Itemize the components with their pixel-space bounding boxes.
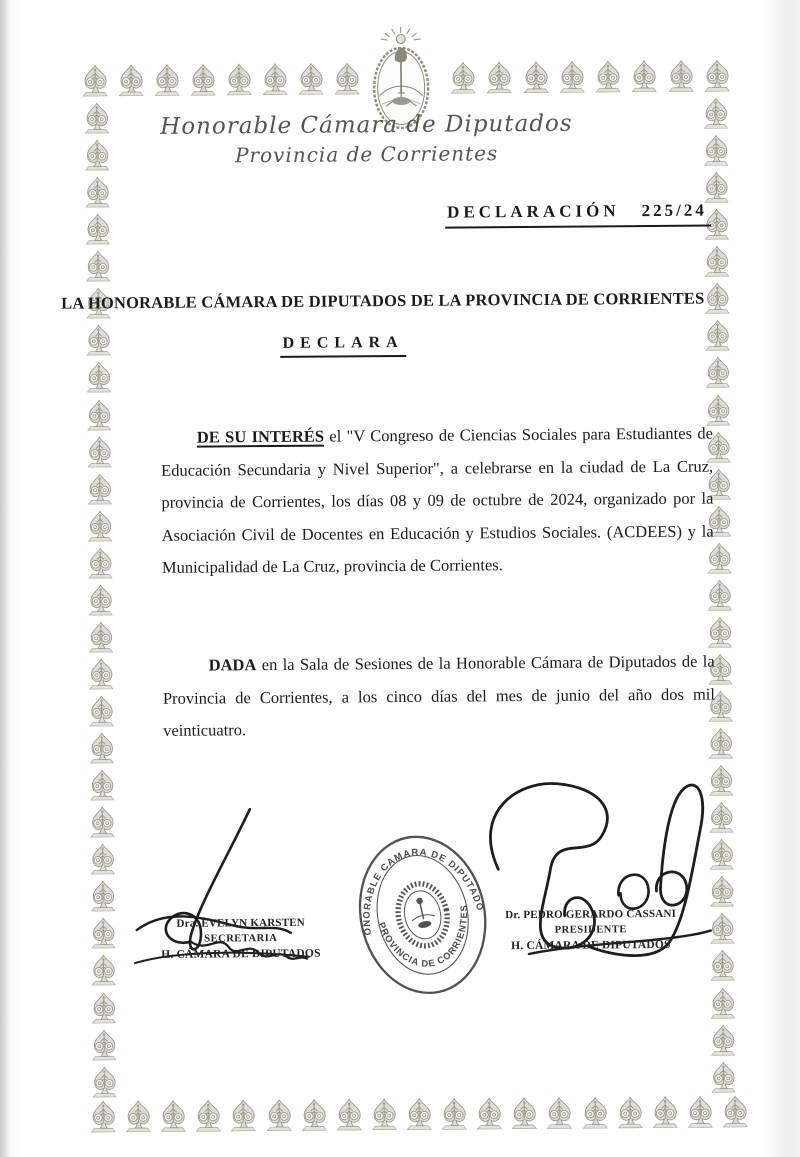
closing-paragraph	[163, 646, 716, 748]
border-ornament-icon	[557, 61, 587, 94]
border-ornament-icon	[87, 732, 116, 764]
border-ornament-icon	[229, 1099, 259, 1132]
declaration-value: 225/24	[641, 200, 707, 221]
border-ornament-icon	[369, 1098, 399, 1131]
border-ornament-icon	[544, 1097, 574, 1130]
closing-lead: DADA	[208, 655, 257, 675]
border-ornament-icon	[264, 1099, 294, 1132]
border-ornament-icon	[116, 64, 146, 97]
border-ornament-icon	[580, 1096, 610, 1129]
border-ornament-icon	[702, 172, 731, 204]
president-org: H. CÁMARA DE DIPUTADOS	[511, 938, 671, 953]
border-ornament-icon	[509, 1097, 539, 1130]
border-ornament-icon	[484, 61, 514, 94]
border-ornament-icon	[86, 547, 115, 579]
border-ornament-icon	[90, 1066, 119, 1098]
secretary-org: H. CÁMARA DE DIPUTADOS	[161, 947, 321, 961]
border-ornament-icon	[685, 1096, 715, 1129]
border-ornament-icon	[86, 584, 115, 616]
border-ornament-icon	[85, 473, 114, 505]
border-ornament-icon	[88, 843, 117, 875]
president-name: Dr. PEDRO GERARDO CASSANI	[505, 907, 677, 922]
ornament-border-top-right	[448, 59, 732, 94]
border-ornament-icon	[85, 399, 114, 431]
border-ornament-icon	[705, 616, 734, 648]
border-ornament-icon	[89, 918, 118, 950]
border-ornament-icon	[88, 1100, 118, 1133]
header-province: Provincia de Corrientes	[234, 141, 499, 168]
border-ornament-icon	[615, 1096, 645, 1129]
border-ornament-icon	[332, 62, 362, 95]
body-text: el "V Congreso de Ciencias Sociales para Estudiantes de Educación Secundaria y Nivel Superior", a celebrarse en la ciudad de La Cruz, provincia de Corrientes, los días 08 y 09 de octubre de 2024, organizado por la Asociación Civil de Docentes en Educación y Estudios Sociales. (ACDEES) y la Municipalidad de La Cruz, provincia de Corrientes.	[161, 423, 714, 577]
border-ornament-icon	[83, 250, 112, 282]
border-ornament-icon	[86, 621, 115, 653]
border-ornament-icon	[629, 60, 659, 93]
body-lead: DE SU INTERÉS	[196, 426, 325, 447]
border-ornament-icon	[720, 1095, 750, 1128]
border-ornament-icon	[296, 63, 326, 96]
declara-heading: DECLARA	[281, 334, 406, 358]
border-ornament-icon	[299, 1099, 329, 1132]
border-ornament-icon	[89, 955, 118, 987]
border-ornament-icon	[708, 987, 737, 1019]
president-role: PRESIDENTE	[554, 924, 627, 936]
body-paragraph	[161, 418, 714, 585]
border-ornament-icon	[85, 436, 114, 468]
border-ornament-icon	[193, 1099, 223, 1132]
border-ornament-icon	[709, 1061, 738, 1093]
president-signature-block	[491, 907, 691, 955]
border-ornament-icon	[702, 246, 731, 278]
border-ornament-icon	[474, 1097, 504, 1130]
border-ornament-icon	[404, 1098, 434, 1131]
border-ornament-icon	[85, 510, 114, 542]
border-ornament-icon	[521, 61, 551, 94]
secretary-signature-block	[141, 915, 341, 963]
closing-text: en la Sala de Sesiones de la Honorable Cámara de Diputados de la Provincia de Corrientes, a los cinco días del mes de junio del año dos mil veinticuatro.	[162, 651, 715, 740]
ornament-border-bottom	[88, 1095, 750, 1133]
border-ornament-icon	[83, 213, 112, 245]
border-ornament-icon	[650, 1096, 680, 1129]
document-title: LA HONORABLE CÁMARA DE DIPUTADOS DE LA PROVINCIA DE CORRIENTES	[61, 288, 705, 313]
seal-top-text: HONORABLE CAMARA DE DIPUTADOS	[333, 836, 487, 937]
declara-heading-wrap	[0, 332, 688, 360]
secretary-name: Dra. EVELYN KARSTEN	[176, 916, 305, 930]
ornament-border-top-left	[80, 62, 362, 97]
ornament-border-left	[82, 102, 120, 1098]
border-ornament-icon	[448, 61, 478, 94]
border-ornament-icon	[709, 1024, 738, 1056]
border-ornament-icon	[90, 1029, 119, 1061]
seal-bottom-text: PROVINCIA DE CORRIENTES	[376, 904, 470, 969]
border-ornament-icon	[88, 806, 117, 838]
svg-text:PROVINCIA DE CORRIENTES	[376, 903, 480, 979]
border-ornament-icon	[87, 769, 116, 801]
border-ornament-icon	[84, 362, 113, 394]
border-ornament-icon	[80, 64, 110, 97]
border-ornament-icon	[260, 63, 290, 96]
border-ornament-icon	[439, 1097, 469, 1130]
border-ornament-icon	[87, 658, 116, 690]
border-ornament-icon	[123, 1100, 153, 1133]
border-ornament-icon	[152, 64, 182, 97]
border-ornament-icon	[188, 63, 218, 96]
border-ornament-icon	[89, 992, 118, 1024]
border-ornament-icon	[666, 60, 696, 93]
border-ornament-icon	[334, 1098, 364, 1131]
border-ornament-icon	[88, 881, 117, 913]
border-ornament-icon	[224, 63, 254, 96]
declaration-number	[445, 201, 711, 229]
border-ornament-icon	[158, 1100, 188, 1133]
border-ornament-icon	[87, 695, 116, 727]
secretary-role: SECRETARIA	[204, 932, 278, 945]
border-ornament-icon	[703, 357, 732, 389]
border-ornament-icon	[83, 176, 112, 208]
border-ornament-icon	[593, 60, 623, 93]
declaration-label: DECLARACIÓN	[447, 201, 620, 222]
border-ornament-icon	[702, 59, 732, 92]
header-org-name: Honorable Cámara de Diputados	[160, 110, 573, 140]
border-ornament-icon	[703, 320, 732, 352]
border-ornament-icon	[705, 579, 734, 611]
